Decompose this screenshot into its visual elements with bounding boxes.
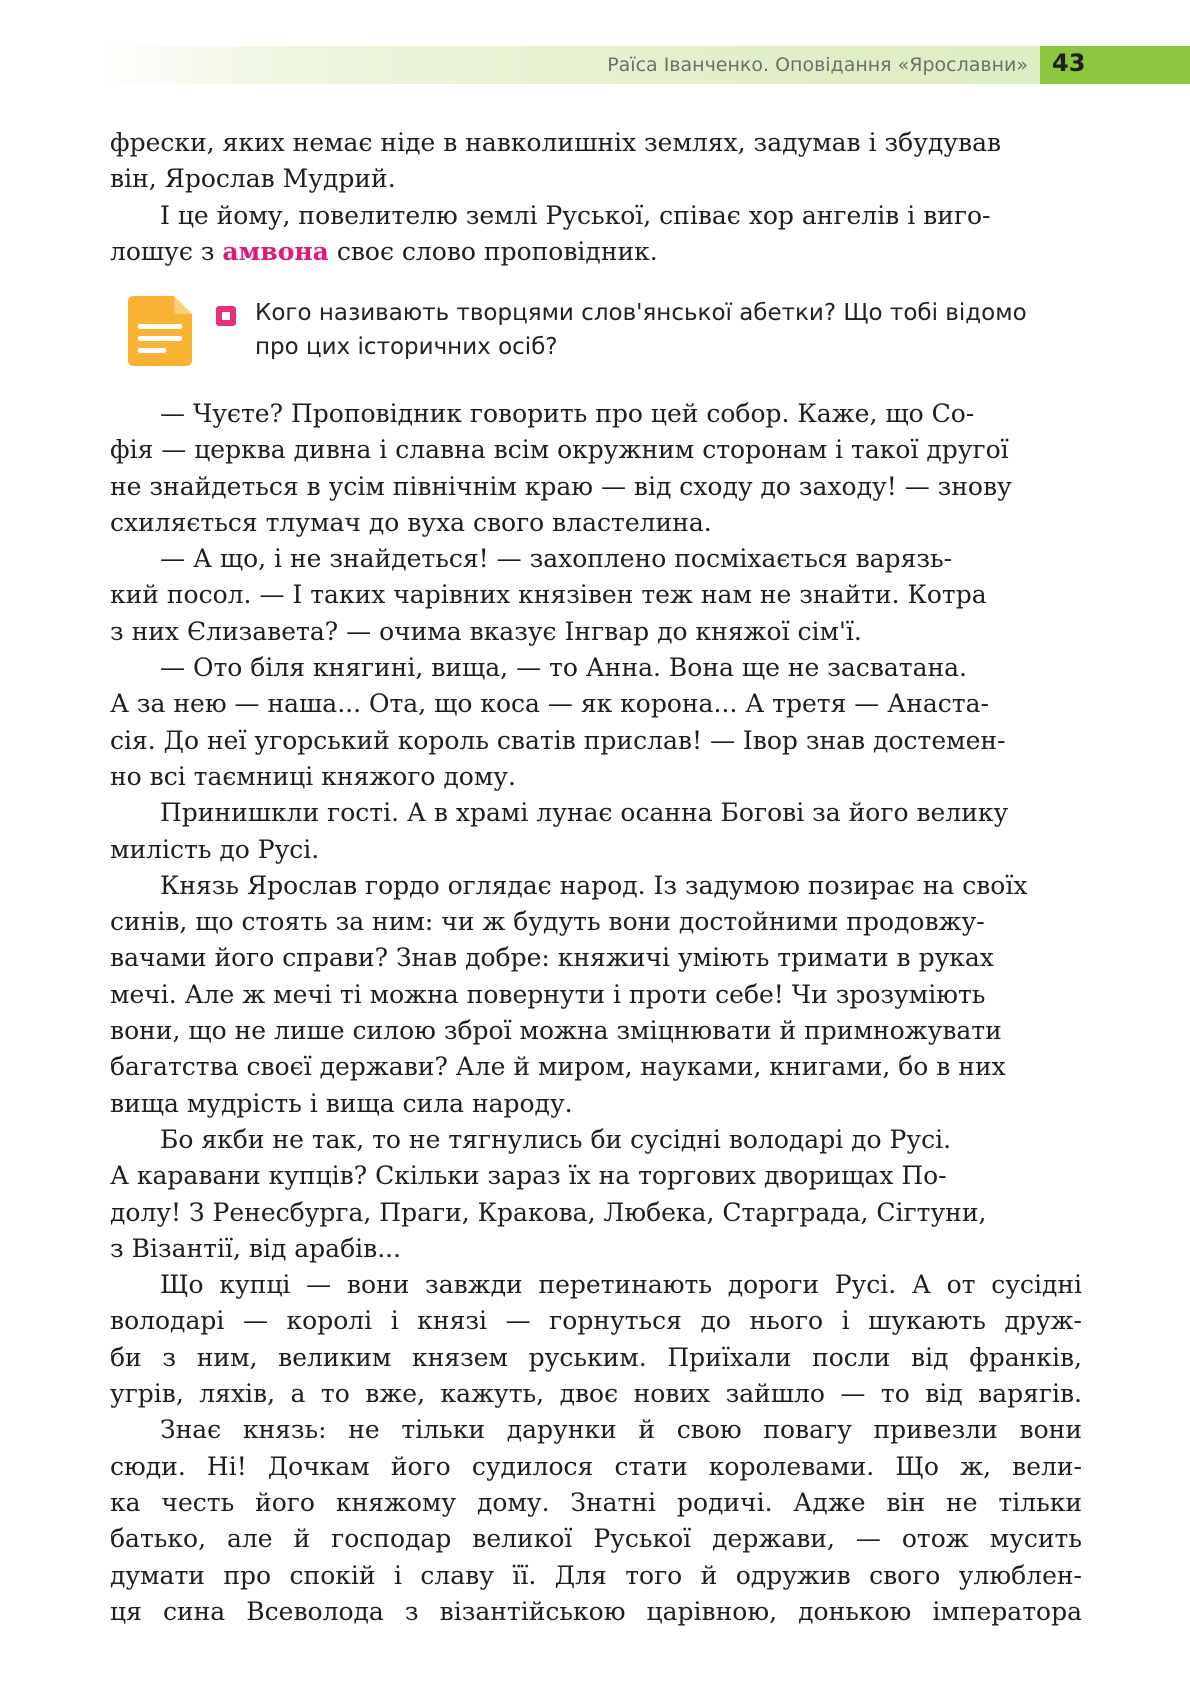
paragraph — [110, 1122, 1082, 1267]
glossary-term-ambona[interactable]: амвона — [222, 236, 329, 266]
text-line: угрів, ляхів, а то вже, кажуть, двоє нових зайшло — то від варягів. — [110, 1379, 1082, 1409]
text-line: мечі. Але ж мечі ті можна повернути і проти себе! Чи зрозуміють — [110, 979, 986, 1009]
body-text — [110, 396, 1082, 1630]
text-line: фрески, яких немає ніде в навколишніх землях, задумав і збудував — [110, 128, 1002, 157]
text-line: — Ото біля княгині, вища, — то Анна. Вона ще не засватана. — [160, 653, 967, 683]
text-line: милість до Русі. — [110, 834, 320, 864]
text-line: І це йому, повелителю землі Руської, співає хор ангелів і виго- — [160, 200, 991, 230]
text-line: би з ним, великим князем руським. Приїхали посли від франків, — [110, 1342, 1082, 1372]
question-line: про цих історичних осіб? — [255, 334, 558, 360]
text-line: — Чуєте? Проповідник говорить про цей собор. Каже, що Со- — [160, 399, 975, 428]
page-number: 43 — [1052, 49, 1086, 77]
paragraph — [110, 795, 1082, 868]
text-line: кий посол. — І таких чарівних князівен теж нам не знайти. Котра — [110, 580, 987, 610]
note-document-icon — [128, 296, 192, 366]
text-line: сюди. Ні! Дочкам його судилося стати королевами. Що ж, вели- — [110, 1451, 1082, 1481]
text-line: ка честь його княжому дому. Знатні родичі. Адже він не тільки — [110, 1487, 1082, 1517]
text-line: володарі — королі і князі — горнуться до нього і шукають друж- — [110, 1306, 1082, 1336]
paragraph — [110, 198, 1082, 271]
text-line: Що купці — вони завжди перетинають дороги Русі. А от сусідні — [160, 1270, 1082, 1300]
text-line: він, Ярослав Мудрий. — [110, 164, 396, 194]
text-line: но всі таємниці княжого дому. — [110, 761, 516, 791]
text-line: Принишкли гості. А в храмі лунає осанна Богові за його велику — [160, 798, 1009, 828]
text-line: своє слово проповідник. — [328, 236, 658, 266]
square-bullet-icon — [216, 306, 236, 326]
paragraph — [110, 125, 1082, 198]
text-line: з Візантії, від арабів... — [110, 1233, 402, 1263]
paragraph — [110, 541, 1082, 650]
text-line: долу! З Ренесбурга, Праги, Кракова, Любека, Старграда, Сігтуни, — [110, 1197, 987, 1227]
text-line: вони, що не лише силою зброї можна зміцнювати й примножувати — [110, 1016, 1002, 1046]
text-line: сія. До неї угорський король сватів прислав! — Івор знав достемен- — [110, 725, 1006, 755]
running-header — [96, 46, 1190, 84]
text-line: синів, що стоять за ним: чи ж будуть вони достойними продовжу- — [110, 907, 985, 937]
text-line: з них Єлизавета? — очима вказує Інгвар до княжої сім'ї. — [110, 616, 862, 646]
text-line: вачами його справи? Знав добре: княжичі уміють тримати в руках — [110, 943, 994, 973]
question-note — [128, 296, 1088, 376]
paragraph — [110, 1267, 1082, 1412]
text-line: думати про спокій і славу її. Для того й одружив свого улюблен- — [110, 1560, 1082, 1590]
text-line: лошує з — [110, 236, 223, 266]
text-line: вища мудрість і вища сила народу. — [110, 1088, 573, 1118]
paragraph — [110, 650, 1082, 795]
question-text — [255, 296, 1085, 364]
paragraph — [110, 1412, 1082, 1630]
paragraph — [110, 868, 1082, 1122]
text-line: батько, але й господар великої Руської держави, — отож мусить — [110, 1524, 1082, 1554]
text-line: фія — церква дивна і славна всім окружним сторонам і такої другої — [110, 435, 1009, 465]
question-line: Кого називають творцями слов'янської абетки? Що тобі відомо — [255, 300, 1027, 326]
text-line: Князь Ярослав гордо оглядає народ. Із задумою позирає на своїх — [160, 870, 1028, 900]
text-line: ця сина Всеволода з візантійською царівною, донькою імператора — [110, 1596, 1082, 1626]
text-line: багатства своєї держави? Але й миром, науками, книгами, бо в них — [110, 1052, 1006, 1082]
text-line: схиляється тлумач до вуха свого властелина. — [110, 507, 712, 537]
text-line: А за нею — наша... Ота, що коса — як корона... А третя — Анаста- — [110, 689, 989, 719]
header-title: Раїса Іванченко. Оповідання «Ярославни» — [607, 54, 1028, 76]
intro-text — [110, 125, 1082, 270]
paragraph — [110, 396, 1082, 541]
text-line: Бо якби не так, то не тягнулись би сусідні володарі до Русі. — [160, 1124, 952, 1154]
page-number-badge — [1040, 46, 1190, 84]
text-line: не знайдеться в усім північнім краю — від сходу до заходу! — знову — [110, 471, 1012, 501]
text-line: — А що, і не знайдеться! — захоплено посміхається варязь- — [160, 544, 953, 574]
text-line: Знає князь: не тільки дарунки й свою повагу привезли вони — [160, 1415, 1082, 1445]
text-line: А каравани купців? Скільки зараз їх на торгових дворищах По- — [110, 1161, 947, 1191]
